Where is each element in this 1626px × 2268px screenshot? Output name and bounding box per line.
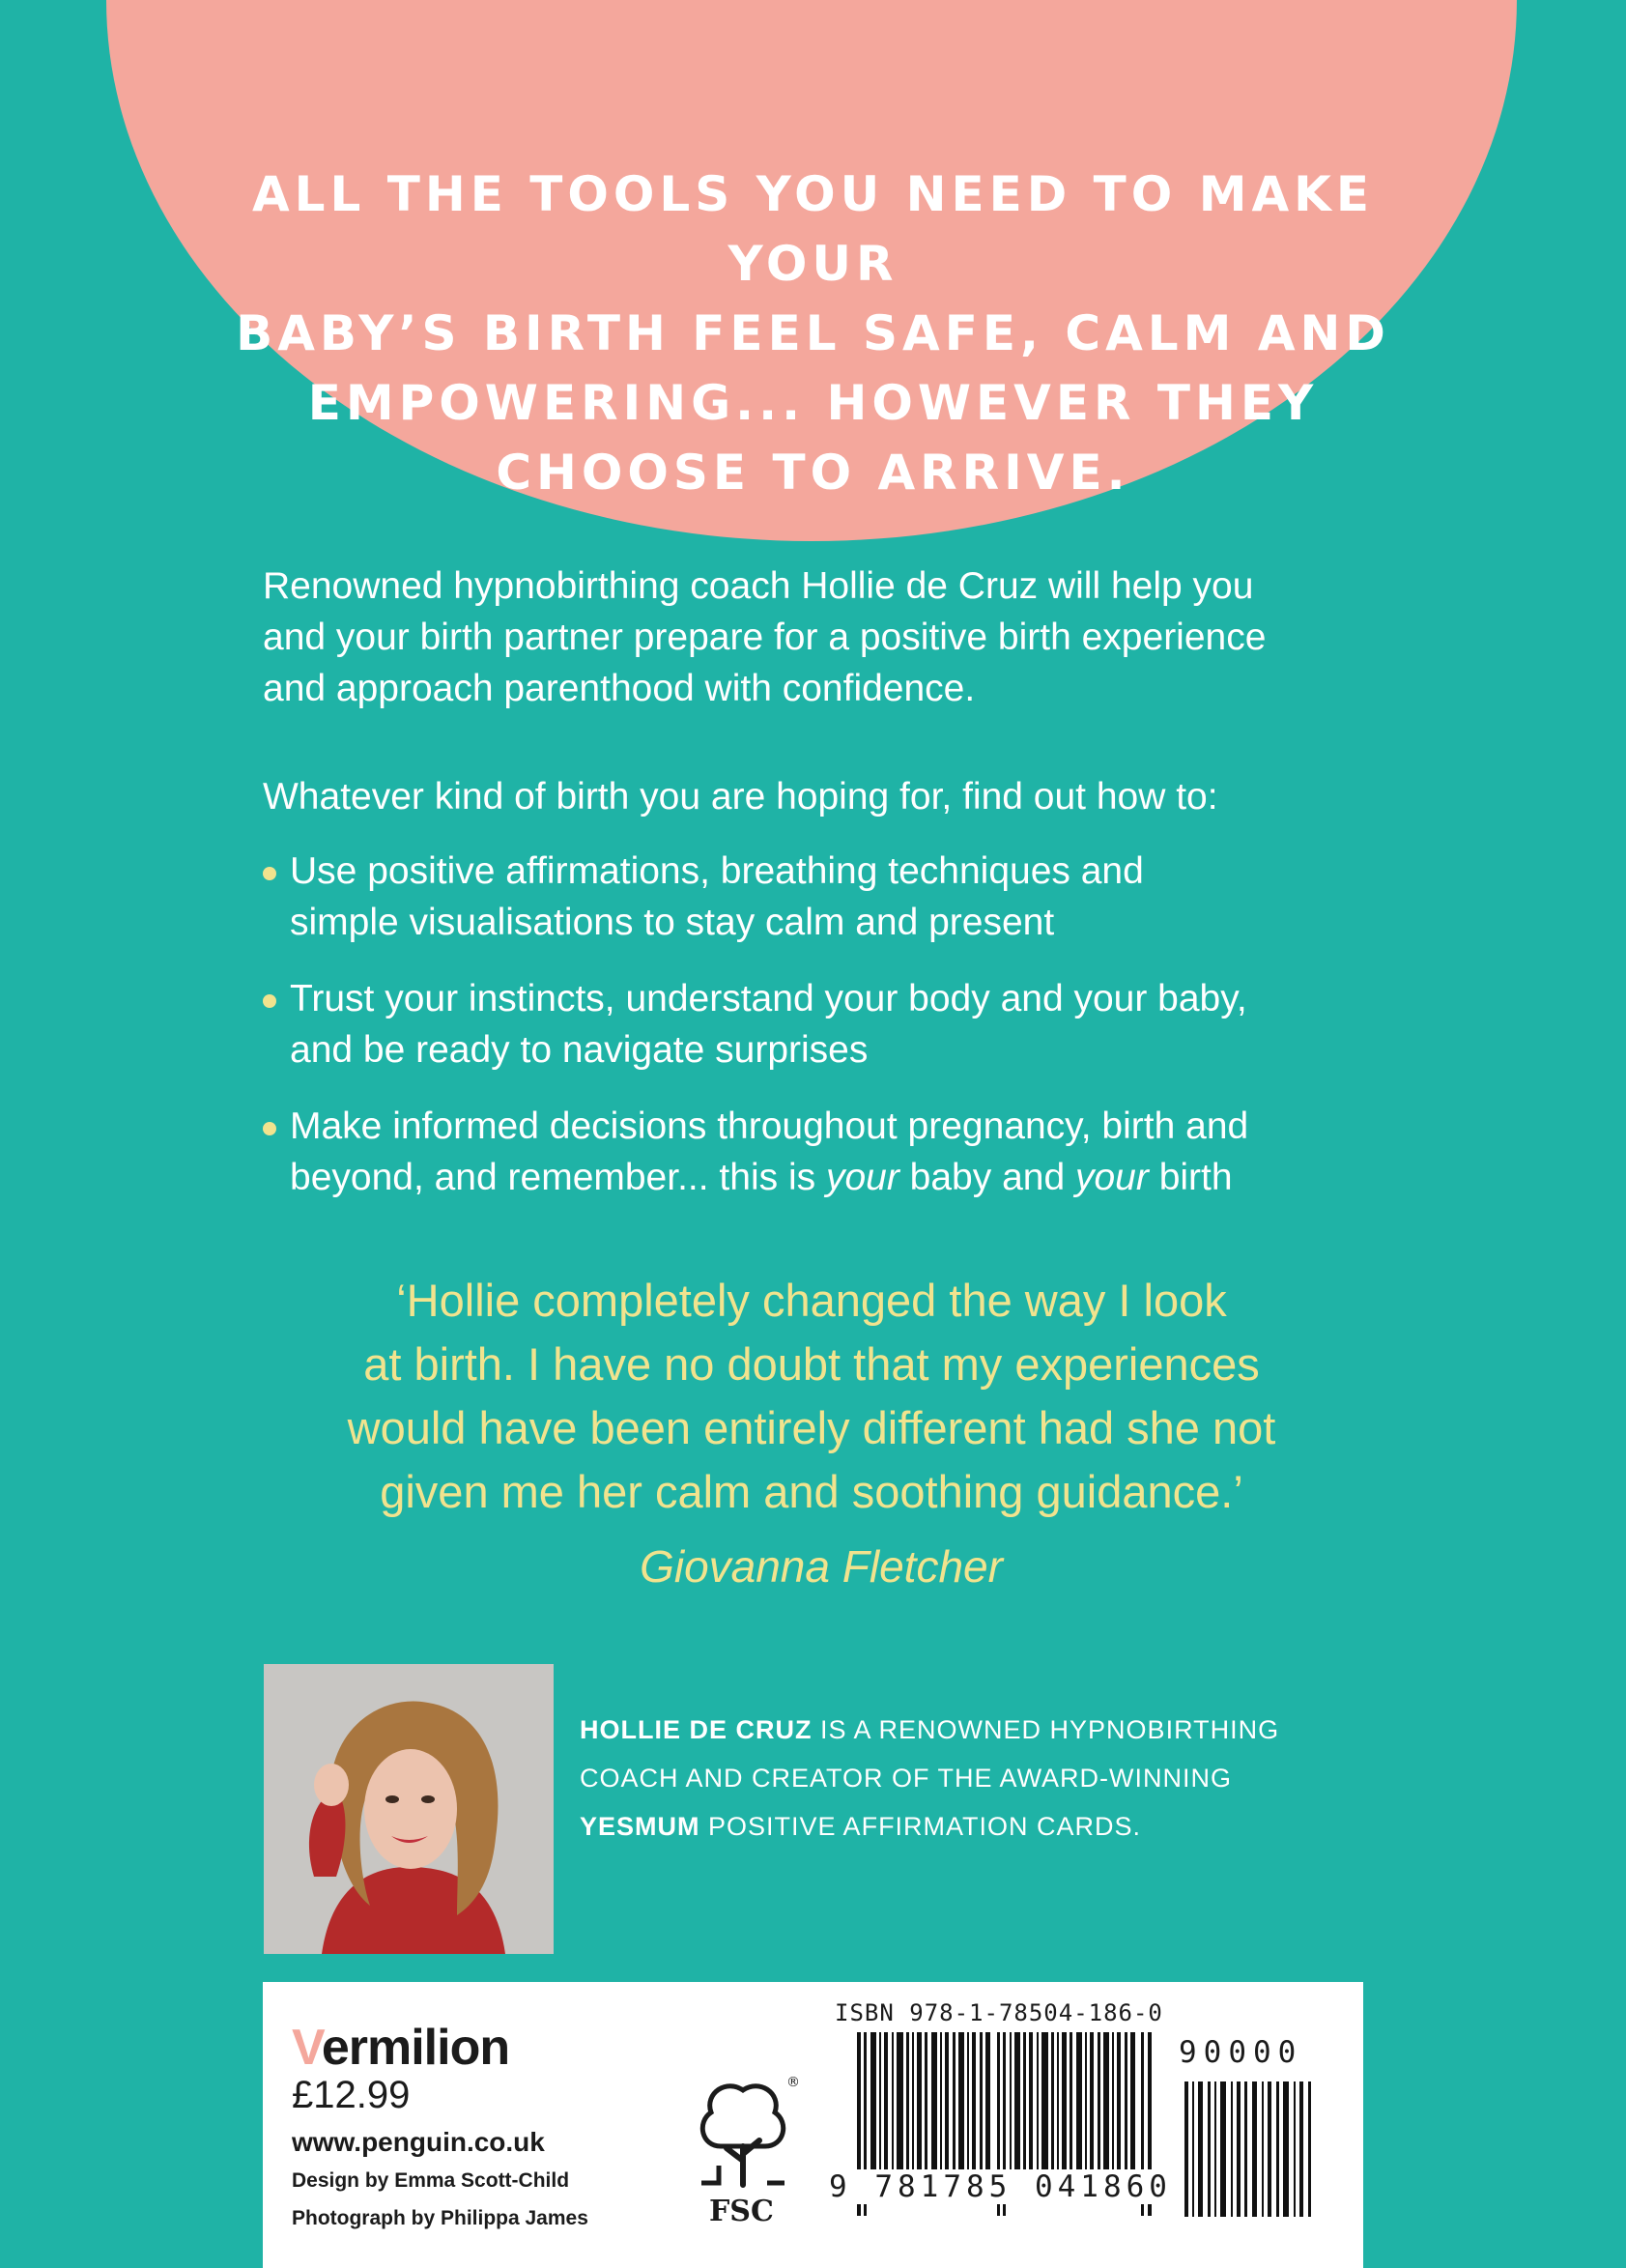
bullet-text: baby and [899, 1157, 1075, 1198]
benefits-list [261, 846, 1372, 1228]
addon-barcode-icon [1183, 2048, 1318, 2217]
bio-text: IS A RENOWNED HYPNOBIRTHING [812, 1715, 1280, 1744]
quote-line: would have been entirely different had she not [347, 1402, 1276, 1453]
author-bio [580, 1706, 1353, 1851]
bullet-line [290, 1152, 1372, 1203]
intro-paragraph [263, 560, 1374, 714]
logo-text: ermilion [321, 2020, 510, 2076]
bullet-dot-icon [263, 994, 276, 1008]
headline-line: ALL THE TOOLS YOU NEED TO MAKE YOUR [251, 166, 1375, 292]
author-portrait-image [264, 1664, 554, 1954]
bullet-emphasis: your [1074, 1157, 1149, 1198]
quote-line: given me her calm and soothing guidance.’ [380, 1466, 1243, 1517]
bullet-line: Use positive affirmations, breathing techniques and [290, 850, 1144, 892]
bullet-line: and be ready to navigate surprises [290, 1029, 869, 1071]
logo-v: V [292, 2020, 322, 2076]
fsc-label: FSC [709, 2195, 774, 2228]
bullet-line: Make informed decisions throughout pregnancy, birth and [290, 1105, 1249, 1147]
publisher-logo [292, 2019, 509, 2077]
bullet-text: birth [1148, 1157, 1233, 1198]
lead-sentence: Whatever kind of birth you are hoping for, find out how to: [263, 776, 1218, 818]
bio-line [580, 1802, 1353, 1851]
addon-digits: 90000 [1179, 2035, 1303, 2070]
isbn-label: ISBN 978-1-78504-186-0 [835, 1999, 1163, 2026]
fsc-tree-icon [690, 2069, 800, 2214]
bio-line [580, 1706, 1353, 1754]
bullet-line: simple visualisations to stay calm and present [290, 902, 1055, 943]
bio-text: POSITIVE AFFIRMATION CARDS. [699, 1812, 1142, 1841]
quote-line: at birth. I have no doubt that my experiences [363, 1338, 1260, 1390]
author-name: HOLLIE DE CRUZ [580, 1715, 813, 1744]
headline [193, 159, 1433, 507]
list-item [261, 1101, 1372, 1203]
quote-line: ‘Hollie completely changed the way I look [396, 1275, 1227, 1326]
price: £12.99 [292, 2074, 411, 2116]
headline-line: BABY’S BIRTH FEEL SAFE, CALM AND [236, 305, 1390, 361]
bullet-text: beyond, and remember... this is [290, 1157, 826, 1198]
headline-line: CHOOSE TO ARRIVE. [496, 445, 1130, 501]
endorsement-quote [290, 1269, 1333, 1524]
headline-line: EMPOWERING... HOWEVER THEY [307, 375, 1319, 431]
bio-line: COACH AND CREATOR OF THE AWARD-WINNING [580, 1764, 1233, 1793]
bullet-emphasis: your [825, 1157, 899, 1198]
photo-credit: Photograph by Philippa James [292, 2207, 588, 2229]
brand-name: YESMUM [580, 1812, 700, 1841]
barcode-panel [263, 1982, 1363, 2268]
intro-line: and your birth partner prepare for a positive birth experience [263, 617, 1267, 658]
intro-line: and approach parenthood with confidence. [263, 668, 976, 709]
design-credit: Design by Emma Scott-Child [292, 2169, 570, 2192]
quote-attribution: Giovanna Fletcher [640, 1541, 1003, 1592]
bullet-dot-icon [263, 1122, 276, 1135]
list-item [261, 846, 1372, 948]
list-item [261, 973, 1372, 1076]
registered-mark: ® [786, 2075, 800, 2090]
author-photo [264, 1664, 554, 1954]
bullet-dot-icon [263, 867, 276, 880]
publisher-website: www.penguin.co.uk [292, 2127, 545, 2157]
barcode-digits: 9 781785 041860 [825, 2169, 1176, 2204]
bullet-line: Trust your instincts, understand your body and your baby, [290, 978, 1247, 1019]
intro-line: Renowned hypnobirthing coach Hollie de Cruz will help you [263, 565, 1254, 607]
